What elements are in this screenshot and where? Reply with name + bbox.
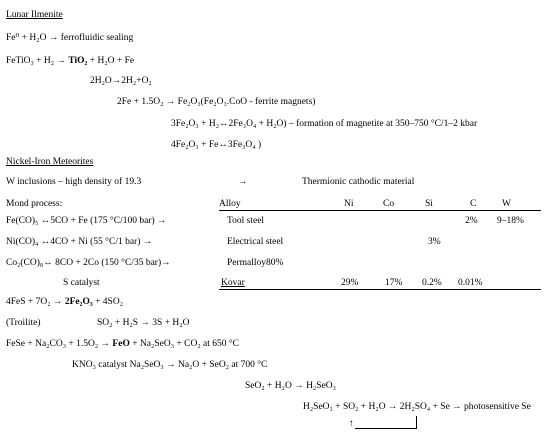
reaction-iron-carbonyl: Fe(CO)₅ ↔5CO + Fe (175 °C/100 bar) → [6,216,167,226]
reaction-selenium-recovery: H₂SeO₃ + SO₂ + H₂O → 2H₂SO₄ + Se → photosensitive Se [303,402,531,412]
reaction-magnetite-formation: 3Fe₂O₃ + H₂↔2Fe₃O₄ + H₂O) – formation of magnetite at 350–750 °C/1–2 kbar [171,119,478,129]
recycle-up-arrow-icon: ↑ [349,419,354,429]
thermionic-result: Thermionic cathodic material [302,177,415,187]
section-title-nickel-iron: Nickel-Iron Meteorites [6,157,94,167]
reaction-water-splitting: 2H₂O→2H₂+O₂ [90,76,152,86]
alloy-row-electrical-steel: Electrical steel [227,237,284,247]
alloy-row-kovar: Kovar [221,278,245,288]
feo-product: FeO [112,339,130,349]
recycle-bracket-bottom [355,428,417,429]
table-header-c: C [470,199,477,209]
kovar-si: 0.2% [422,278,442,288]
reaction-cobalt-carbonyl: Co₂(CO)₈↔ 8CO + 2Co (150 °C/35 bar)→ [6,258,171,268]
tool-steel-c: 2% [465,216,478,226]
fe2o3-product: 2Fe₂O₃ [64,297,93,307]
table-header-w: W [502,199,511,209]
table-header-rule [219,210,541,211]
alloy-row-permalloy: Permalloy [227,258,267,268]
table-header-alloy: Alloy [219,199,241,209]
section-title-lunar-ilmenite: Lunar Ilmenite [6,10,63,20]
recycle-bracket-side [416,416,417,428]
mond-process-label: Mond process: [6,199,63,209]
tool-steel-w: 9–18% [497,216,524,226]
table-bottom-rule [219,289,541,290]
reaction-nickel-carbonyl: Ni(CO)₄ ↔4CO + Ni (55 °C/1 bar) → [6,237,153,247]
reaction-selenious-acid: SeO₂ + H₂O → H₂SeO₃ [245,381,336,391]
table-header-co: Co [383,199,395,209]
electrical-steel-si: 3% [428,237,441,247]
reaction-claus: SO₂ + H₂S → 3S + H₂O [97,318,190,328]
reaction-fe-water: Fe⁰ + H₂O → ferrofluidic sealing [6,33,134,43]
tio2-product: TiO₂ [68,56,88,66]
permalloy-ni: 80% [266,258,284,268]
table-header-si: Si [425,199,433,209]
troilite-label: (Troilite) [6,318,41,328]
reaction-magnetite-fe: 4Fe₂O₃ + Fe↔3Fe₃O₄ ) [171,140,262,150]
kovar-c: 0.01% [458,278,483,288]
tungsten-inclusions-text: W inclusions – high density of 19.3 [6,177,142,187]
reaction-ilmenite-reduction: FeTiO₃ + H₂ → TiO₂ + H₂O + Fe [6,56,135,66]
alloy-row-tool-steel: Tool steel [227,216,265,226]
tungsten-arrow: → [238,177,248,187]
kovar-co: 17% [385,278,403,288]
reaction-fese-roasting: FeSe + Na₂CO₃ + 1.5O₂ → FeO + Na₂SeO₃ + CO₂ at 650 °C [6,339,239,349]
reaction-troilite-oxidation: 4FeS + 7O₂ → 2Fe₂O₃ + 4SO₂ [6,297,124,307]
sulfur-catalyst-label: S catalyst [63,278,100,288]
kovar-ni: 29% [341,278,359,288]
reaction-fe-oxidation: 2Fe + 1.5O₂ → Fe₂O₃(Fe₂O₃.CoO - ferrite magnets) [117,97,316,107]
table-header-ni: Ni [344,199,354,209]
reaction-selenite-decomposition: KNO₃ catalyst Na₂SeO₃ → Na₂O + SeO₂ at 700 °C [72,360,268,370]
